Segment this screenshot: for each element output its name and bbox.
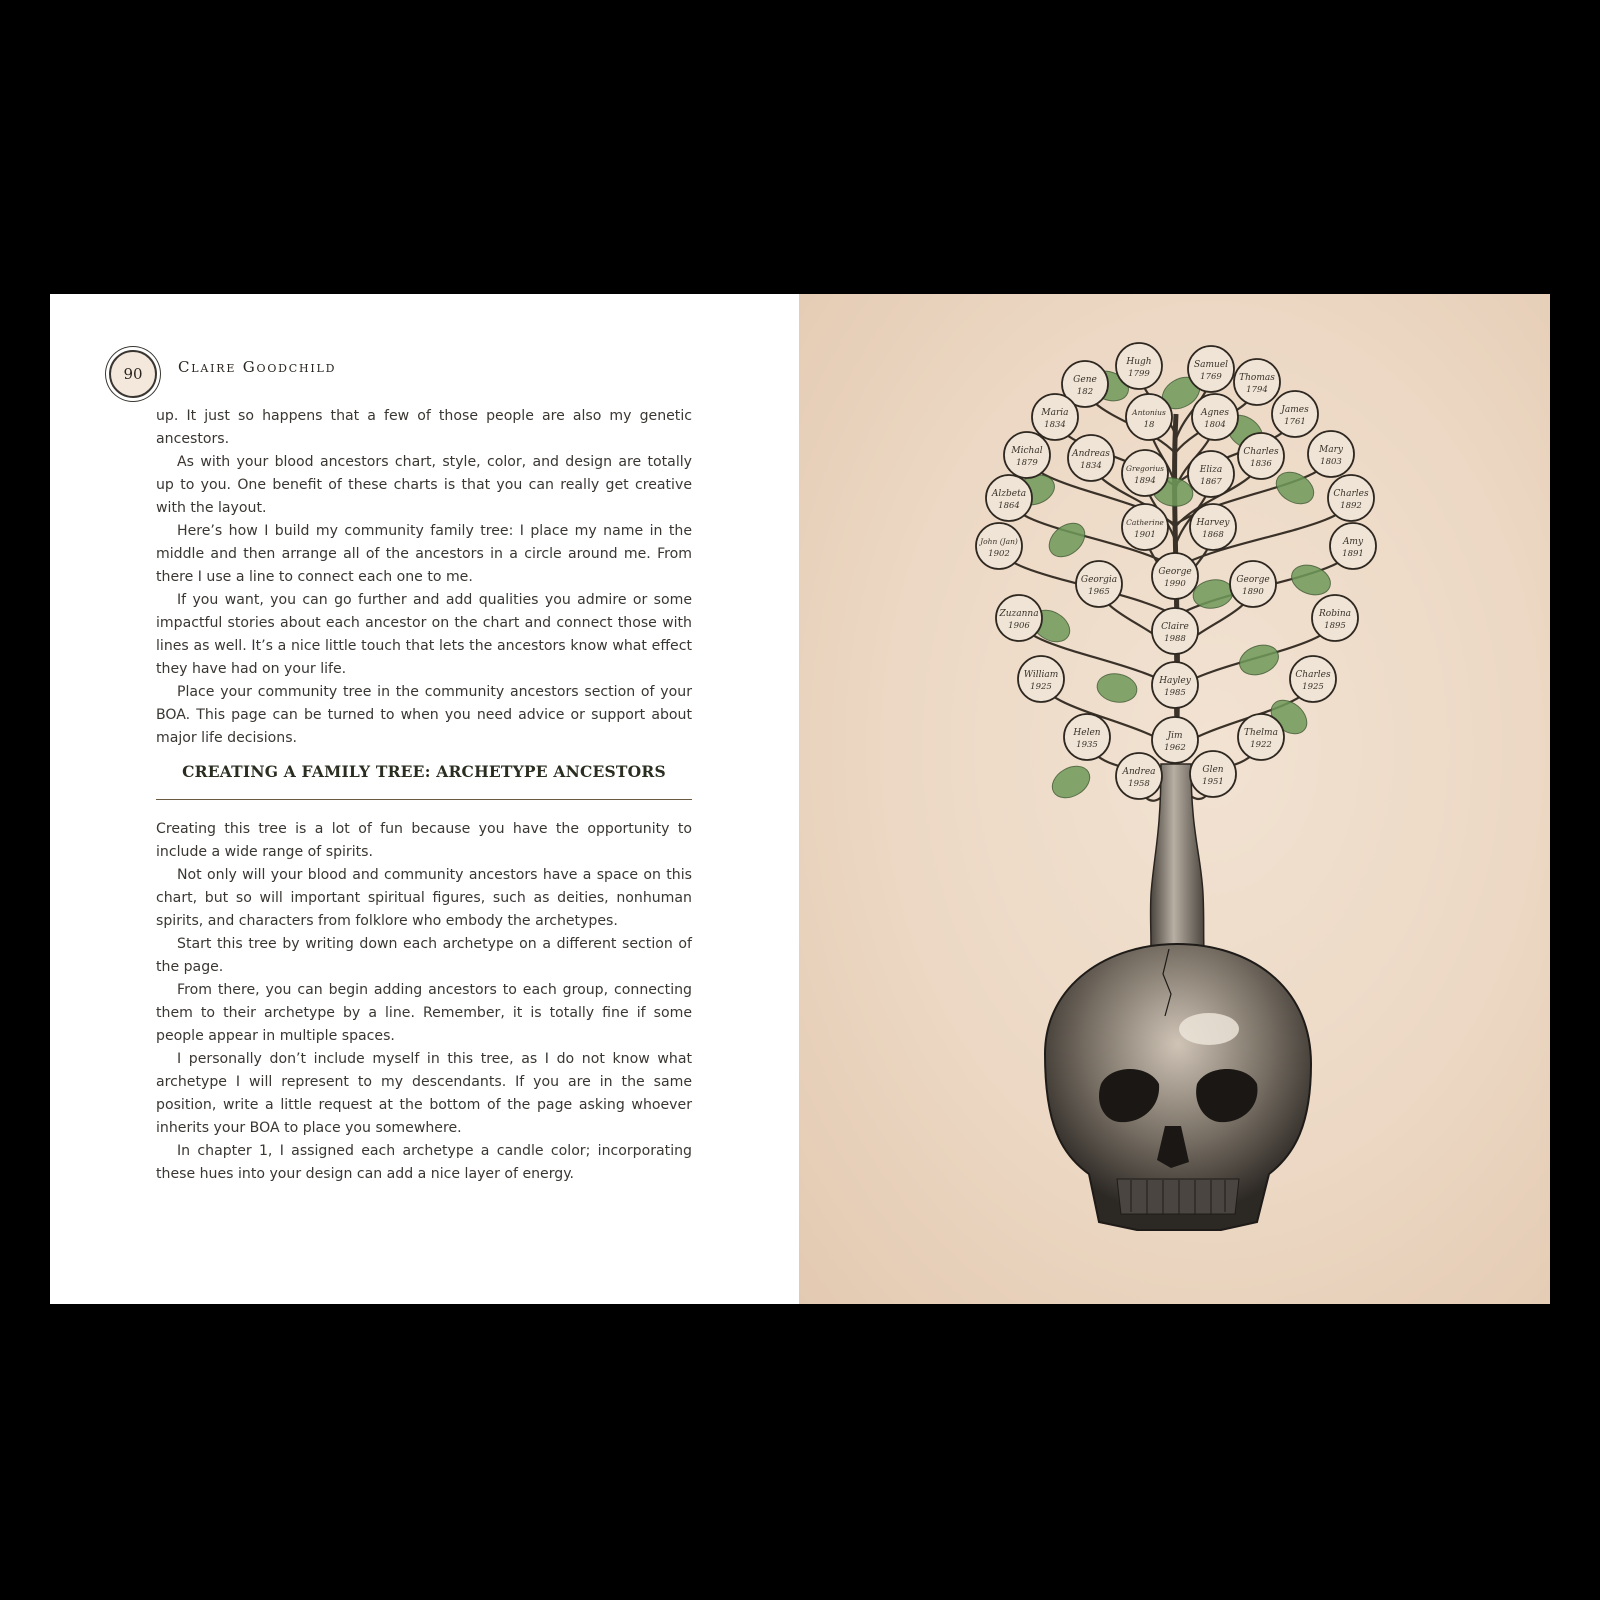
paragraph: up. It just so happens that a few of those people are also my genetic ancestors. xyxy=(156,408,692,447)
ancestor-node xyxy=(976,523,1022,569)
ancestor-name: Zuzanna xyxy=(999,609,1039,619)
paragraph: If you want, you can go further and add qualities you admire or some impactful stories about each ancestor on the chart and connect those with lines as well. It’s a nice little touch that lets the ancestors know what effect they have had on your life. xyxy=(156,592,692,677)
ancestor-node xyxy=(1018,656,1064,702)
ancestor-node xyxy=(1192,394,1238,440)
ancestor-name: Maria xyxy=(1041,408,1069,418)
ancestor-node xyxy=(1122,450,1168,496)
ancestor-year: 1804 xyxy=(1204,420,1226,430)
running-head-author: Claire Goodchild xyxy=(178,358,337,376)
ancestor-name: Thelma xyxy=(1244,728,1278,738)
ancestor-year: 1985 xyxy=(1164,688,1186,698)
ancestor-year: 1794 xyxy=(1246,385,1268,395)
ancestor-name: Helen xyxy=(1073,728,1101,738)
paragraph: Start this tree by writing down each archetype on a different section of the page. xyxy=(156,936,692,975)
paragraph: In chapter 1, I assigned each archetype a candle color; incorporating these hues into your design can add a nice layer of energy. xyxy=(156,1143,692,1182)
paragraph: Place your community tree in the community ancestors section of your BOA. This page can be turned to when you need advice or support about major life decisions. xyxy=(156,684,692,746)
ancestor-name: Catherine xyxy=(1126,518,1164,527)
ancestor-name: Charles xyxy=(1295,670,1331,680)
ancestor-year: 1868 xyxy=(1202,530,1224,540)
leaf xyxy=(1043,516,1092,563)
ancestor-node xyxy=(1190,504,1236,550)
ancestor-year: 1990 xyxy=(1164,579,1186,589)
right-page-illustration xyxy=(799,294,1550,1304)
ancestor-name: John (Jan) xyxy=(980,537,1018,546)
ancestor-year: 1890 xyxy=(1242,587,1264,597)
ancestor-node xyxy=(1190,751,1236,797)
page-number-badge xyxy=(109,350,157,398)
ancestor-year: 1935 xyxy=(1076,740,1098,750)
ancestor-node xyxy=(1308,431,1354,477)
ancestor-name: George xyxy=(1158,567,1192,577)
ancestor-name: Antonius xyxy=(1132,408,1166,417)
ancestor-node-circle xyxy=(1122,450,1168,496)
section-heading: CREATING A FAMILY TREE: ARCHETYPE ANCESTORS xyxy=(182,762,666,781)
ancestor-year: 182 xyxy=(1076,387,1094,397)
ancestor-node xyxy=(1152,717,1198,763)
left-page xyxy=(50,294,799,1304)
ancestor-name: Hayley xyxy=(1159,676,1191,686)
ancestor-name: Robina xyxy=(1319,609,1351,619)
skull xyxy=(1045,944,1311,1230)
ancestor-name: Samuel xyxy=(1193,360,1229,370)
ancestor-node xyxy=(1234,359,1280,405)
ancestor-node xyxy=(1152,662,1198,708)
ancestor-year: 1867 xyxy=(1200,477,1222,487)
ancestor-name: Gene xyxy=(1073,375,1097,385)
ancestor-node xyxy=(1116,343,1162,389)
ancestor-year: 1836 xyxy=(1250,459,1272,469)
body-text-top xyxy=(156,405,692,750)
ancestor-year: 1834 xyxy=(1044,420,1066,430)
ancestor-name: Hugh xyxy=(1126,357,1152,367)
paragraph: From there, you can begin adding ancestors to each group, connecting them to their archetype by a line. Remember, it is totally fine if some people appear in multiple spaces. xyxy=(156,982,692,1044)
body-text-bottom xyxy=(156,818,692,1186)
ancestor-node xyxy=(1238,433,1284,479)
paragraph: Not only will your blood and community ancestors have a space on this chart, but so will important spiritual figures, such as deities, nonhuman spirits, and characters from folklore who embody the archetypes. xyxy=(156,867,692,929)
ancestor-year: 1965 xyxy=(1088,587,1110,597)
ancestor-name: Gregorius xyxy=(1126,464,1164,473)
ancestor-year: 1962 xyxy=(1164,743,1186,753)
ancestor-node xyxy=(1230,561,1276,607)
ancestor-year: 1769 xyxy=(1200,372,1222,382)
book-spread xyxy=(50,294,1550,1304)
ancestor-year: 1988 xyxy=(1164,634,1186,644)
ancestor-node xyxy=(1064,714,1110,760)
ancestor-node xyxy=(1004,432,1050,478)
ancestor-year: 1894 xyxy=(1134,476,1156,486)
ancestor-node xyxy=(1126,394,1172,440)
ancestor-node xyxy=(1272,391,1318,437)
ancestor-name: Georgia xyxy=(1080,575,1118,585)
ancestor-year: 1925 xyxy=(1302,682,1324,692)
heading-rule xyxy=(156,799,692,800)
ancestor-name: Amy xyxy=(1342,537,1364,547)
ancestor-year: 1958 xyxy=(1128,779,1150,789)
ancestor-node xyxy=(1152,608,1198,654)
ancestor-year: 1922 xyxy=(1250,740,1272,750)
ancestor-year: 1925 xyxy=(1030,682,1052,692)
ancestor-node-circle xyxy=(1126,394,1172,440)
ancestor-year: 1834 xyxy=(1080,461,1102,471)
paragraph: I personally don’t include myself in this tree, as I do not know what archetype I will represent to my descendants. If you are in the same position, write a little request at the bottom of the page asking whoever inherits your BOA to place you somewhere. xyxy=(156,1051,692,1136)
ancestor-name: William xyxy=(1023,670,1059,680)
ancestor-node xyxy=(1152,553,1198,599)
ancestor-name: Michal xyxy=(1011,446,1043,456)
paragraph: Creating this tree is a lot of fun because you have the opportunity to include a wide range of spirits. xyxy=(156,821,692,860)
leaf xyxy=(1047,760,1096,804)
ancestor-name: Charles xyxy=(1243,447,1279,457)
page-number: 90 xyxy=(123,365,143,383)
ancestor-year: 1892 xyxy=(1340,501,1362,511)
ancestor-year: 1891 xyxy=(1342,549,1364,559)
ancestor-name: Andrea xyxy=(1122,767,1156,777)
ancestor-node-circle xyxy=(1122,504,1168,550)
ancestor-name: Jim xyxy=(1167,731,1183,741)
ancestor-name: Andreas xyxy=(1072,449,1110,459)
ancestor-name: Eliza xyxy=(1199,465,1223,475)
ancestor-node xyxy=(1122,504,1168,550)
ancestor-node xyxy=(996,595,1042,641)
ancestor-node xyxy=(986,475,1032,521)
ancestor-name: Glen xyxy=(1202,765,1224,775)
ancestor-year: 1761 xyxy=(1284,417,1306,427)
ancestor-year: 1895 xyxy=(1324,621,1346,631)
ancestor-name: George xyxy=(1236,575,1270,585)
ancestor-node xyxy=(1076,561,1122,607)
ancestor-node xyxy=(1330,523,1376,569)
ancestor-name: Claire xyxy=(1161,622,1189,632)
ancestor-node xyxy=(1116,753,1162,799)
paragraph: Here’s how I build my community family tree: I place my name in the middle and then arrange all of the ancestors in a circle around me. From there I use a line to connect each one to me. xyxy=(156,523,692,585)
ancestor-node xyxy=(1068,435,1114,481)
ancestor-node xyxy=(1188,346,1234,392)
ancestor-node-circle xyxy=(976,523,1022,569)
ancestor-name: Alzbeta xyxy=(991,489,1027,499)
ancestor-node xyxy=(1312,595,1358,641)
ancestor-year: 1901 xyxy=(1134,530,1156,540)
ancestor-node xyxy=(1328,475,1374,521)
leaf xyxy=(1287,560,1334,600)
ancestor-year: 1879 xyxy=(1016,458,1038,468)
ancestor-name: Thomas xyxy=(1239,373,1275,383)
ancestor-node xyxy=(1238,714,1284,760)
ancestor-year: 1951 xyxy=(1202,777,1224,787)
ancestor-year: 1906 xyxy=(1008,621,1030,631)
leaf xyxy=(1235,640,1282,680)
ancestor-year: 1803 xyxy=(1320,457,1342,467)
ancestor-name: Mary xyxy=(1319,445,1343,455)
ancestor-year: 18 xyxy=(1143,420,1155,430)
paragraph: As with your blood ancestors chart, style, color, and design are totally up to you. One benefit of these charts is that you can really get creative with the layout. xyxy=(156,454,692,516)
ancestor-node xyxy=(1188,451,1234,497)
ancestor-node xyxy=(1032,394,1078,440)
ancestor-name: Charles xyxy=(1333,489,1369,499)
ancestor-year: 1864 xyxy=(998,501,1020,511)
ancestor-name: Harvey xyxy=(1196,518,1230,528)
ancestor-name: Agnes xyxy=(1200,408,1230,418)
leaf xyxy=(1095,671,1139,706)
skull-tree-illustration xyxy=(799,294,1550,1304)
ancestor-year: 1902 xyxy=(988,549,1010,559)
ancestor-name: James xyxy=(1281,405,1309,415)
ancestor-node xyxy=(1290,656,1336,702)
ancestor-year: 1799 xyxy=(1128,369,1150,379)
